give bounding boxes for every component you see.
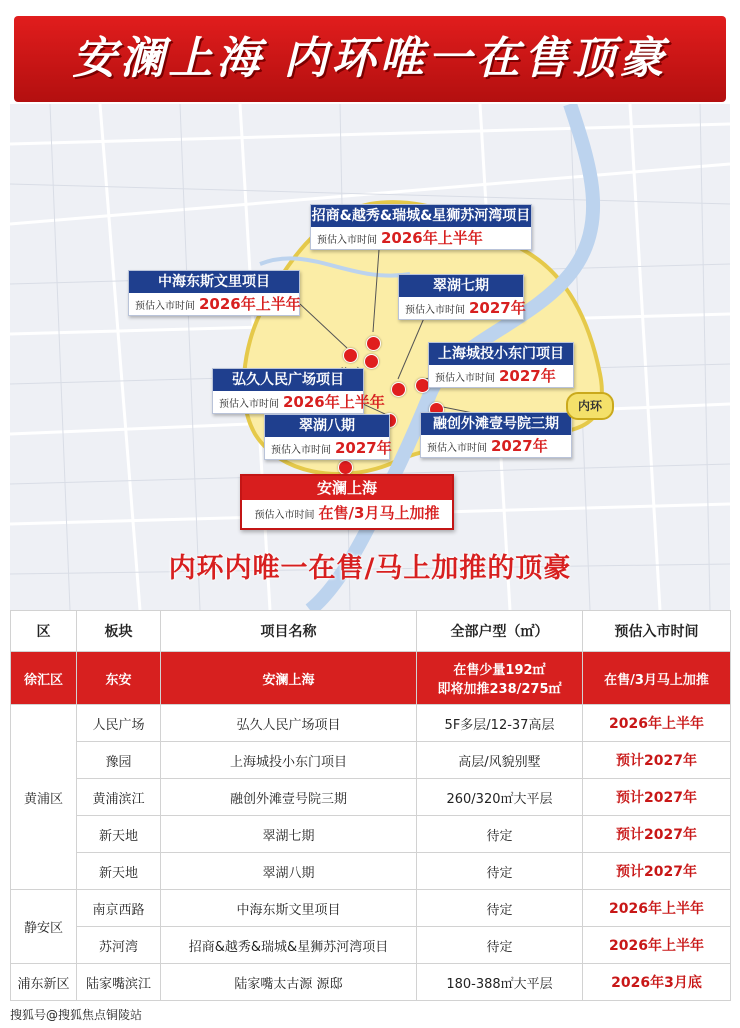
type-cell: 待定 xyxy=(417,927,583,964)
table-row xyxy=(11,779,731,816)
time-cell: 2026年上半年 xyxy=(583,927,731,964)
block-cell: 人民广场 xyxy=(77,705,161,742)
project-cell: 中海东斯文里项目 xyxy=(161,890,417,927)
map-label-time-prefix: 预估入市时间 xyxy=(135,301,195,312)
table-row xyxy=(11,742,731,779)
map-label-time xyxy=(213,391,385,413)
map-label-time-prefix: 预估入市时间 xyxy=(435,373,495,384)
map-label-time-value: 2026年上半年 xyxy=(381,229,483,247)
map-label-time-value: 2027年 xyxy=(335,439,392,457)
time-cell: 在售/3月马上加推 xyxy=(583,652,731,705)
type-cell: 待定 xyxy=(417,890,583,927)
header-banner xyxy=(14,16,726,102)
time-cell: 2026年上半年 xyxy=(583,890,731,927)
block-cell: 黄浦滨江 xyxy=(77,779,161,816)
type-cell: 待定 xyxy=(417,853,583,890)
type-cell: 5F多层/12-37高层 xyxy=(417,705,583,742)
map-label-name: 翠湖七期 xyxy=(399,275,523,297)
block-cell: 豫园 xyxy=(77,742,161,779)
block-cell: 苏河湾 xyxy=(77,927,161,964)
district-cell: 浦东新区 xyxy=(11,964,77,1001)
map-label-time-value: 2026年上半年 xyxy=(283,393,385,411)
inner-ring-badge: 内环 xyxy=(566,392,614,420)
project-cell: 陆家嘴太古源 源邸 xyxy=(161,964,417,1001)
table-row xyxy=(11,890,731,927)
map-label-name: 招商&越秀&瑞城&星狮苏河湾项目 xyxy=(311,205,531,227)
map-label-time-value: 2027年 xyxy=(491,437,548,455)
map-label-time-value: 2027年 xyxy=(469,299,526,317)
table-header-row xyxy=(11,611,731,652)
map-label-time-value: 2026年上半年 xyxy=(199,295,301,313)
column-header: 区 xyxy=(11,611,77,652)
map-label-cuihu7 xyxy=(398,274,524,320)
page-title: 安澜上海 内环唯一在售顶豪 xyxy=(72,33,668,84)
type-cell: 高层/风貌别墅 xyxy=(417,742,583,779)
map-label-suhewan xyxy=(310,204,532,250)
project-cell: 安澜上海 xyxy=(161,652,417,705)
map-label-name: 安澜上海 xyxy=(242,476,452,500)
map-label-time xyxy=(399,297,526,319)
block-cell: 陆家嘴滨江 xyxy=(77,964,161,1001)
block-cell: 新天地 xyxy=(77,816,161,853)
type-cell xyxy=(417,652,583,705)
map-label-name: 融创外滩壹号院三期 xyxy=(421,413,571,435)
map xyxy=(10,104,730,610)
map-label-anlan-featured xyxy=(240,474,454,530)
map-label-name: 翠湖八期 xyxy=(265,415,389,437)
project-cell: 翠湖七期 xyxy=(161,816,417,853)
slogan: 内环内唯一在售/马上加推的顶豪 xyxy=(168,553,572,584)
block-cell: 东安 xyxy=(77,652,161,705)
table-row xyxy=(11,816,731,853)
type-line: 即将加推238/275㎡ xyxy=(437,682,562,697)
map-label-zhonghai xyxy=(128,270,300,316)
map-label-time-value: 2027年 xyxy=(499,367,556,385)
time-cell: 预计2027年 xyxy=(583,816,731,853)
map-label-time xyxy=(265,437,392,459)
map-label-time xyxy=(242,500,452,526)
map-label-rongchuang xyxy=(420,412,572,458)
column-header: 预估入市时间 xyxy=(583,611,731,652)
table-row xyxy=(11,853,731,890)
map-label-name: 上海城投小东门项目 xyxy=(429,343,573,365)
map-pin xyxy=(364,354,379,369)
district-cell: 徐汇区 xyxy=(11,652,77,705)
type-line: 在售少量192㎡ xyxy=(453,663,546,678)
map-pin xyxy=(391,382,406,397)
type-cell: 待定 xyxy=(417,816,583,853)
type-cell: 180-388㎡大平层 xyxy=(417,964,583,1001)
map-label-time-prefix: 预估入市时间 xyxy=(427,443,487,454)
map-label-time xyxy=(429,365,573,387)
map-label-name: 弘久人民广场项目 xyxy=(213,369,363,391)
block-cell: 南京西路 xyxy=(77,890,161,927)
project-cell: 融创外滩壹号院三期 xyxy=(161,779,417,816)
map-pin xyxy=(338,460,353,475)
project-cell: 招商&越秀&瑞城&星狮苏河湾项目 xyxy=(161,927,417,964)
time-cell: 预计2027年 xyxy=(583,853,731,890)
district-cell: 静安区 xyxy=(11,890,77,964)
map-label-time xyxy=(311,227,531,249)
map-label-time-prefix: 预估入市时间 xyxy=(254,510,315,521)
map-label-cuihu8 xyxy=(264,414,390,460)
district-cell: 黄浦区 xyxy=(11,705,77,890)
map-label-time-value: 在售/3月马上加推 xyxy=(318,504,440,522)
map-label-time-prefix: 预估入市时间 xyxy=(317,235,377,246)
project-table xyxy=(10,610,730,1000)
map-label-time-prefix: 预估入市时间 xyxy=(271,445,331,456)
time-cell: 预计2027年 xyxy=(583,742,731,779)
map-label-time xyxy=(421,435,571,457)
map-label-name: 中海东斯文里项目 xyxy=(129,271,299,293)
project-cell: 翠湖八期 xyxy=(161,853,417,890)
project-cell: 弘久人民广场项目 xyxy=(161,705,417,742)
column-header: 板块 xyxy=(77,611,161,652)
map-label-xiaodongmen xyxy=(428,342,574,388)
map-pin xyxy=(366,336,381,351)
column-header: 全部户型（㎡） xyxy=(417,611,583,652)
project-cell: 上海城投小东门项目 xyxy=(161,742,417,779)
header xyxy=(0,0,740,104)
project-table-grid xyxy=(10,610,731,1001)
column-header: 项目名称 xyxy=(161,611,417,652)
type-cell: 260/320㎡大平层 xyxy=(417,779,583,816)
table-row xyxy=(11,705,731,742)
table-row xyxy=(11,964,731,1001)
map-label-time xyxy=(129,293,299,315)
time-cell: 预计2027年 xyxy=(583,779,731,816)
map-label-hongjiu xyxy=(212,368,385,414)
table-row-highlight xyxy=(11,652,731,705)
map-label-time-prefix: 预估入市时间 xyxy=(219,399,279,410)
footer-watermark: 搜狐号@搜狐焦点铜陵站 xyxy=(10,1004,730,1026)
time-cell: 2026年3月底 xyxy=(583,964,731,1001)
table-row xyxy=(11,927,731,964)
time-cell: 2026年上半年 xyxy=(583,705,731,742)
block-cell: 新天地 xyxy=(77,853,161,890)
map-pin xyxy=(343,348,358,363)
map-label-time-prefix: 预估入市时间 xyxy=(405,305,465,316)
